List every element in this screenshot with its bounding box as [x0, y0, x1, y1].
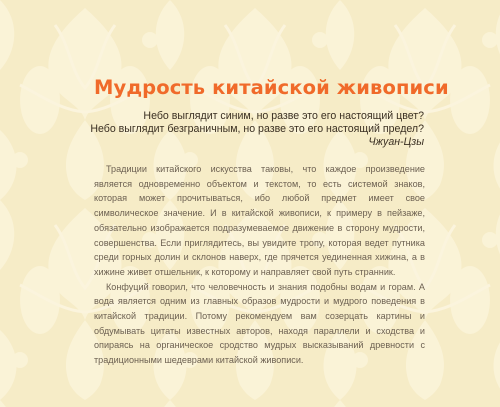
epigraph-author: Чжуан-Цзы [368, 136, 424, 148]
paragraph-1: Традиции китайского искусства таковы, что каждое произведение является одновременно объектом и текстом, то есть системой знаков, которая может прочитываться, ибо любой предмет имеет свое символическое значение. И в китайской живописи, к примеру в пейзаже, обязательно изображается подразумеваемое движение в сторону мудрости, совершенства. Если приглядитесь, вы увидите тропу, которая ведет путника среди горных долин и склонов наверх, где прячется уединенная хижина, а в хижине живет отшельник, к которому и направляет свой путь странник. [94, 164, 425, 277]
article-body [94, 162, 425, 368]
epigraph [84, 110, 424, 149]
epigraph-line-2: Небо выглядит безграничным, но разве это его настоящий предел? [90, 123, 424, 135]
epigraph-line-1: Небо выглядит синим, но разве это его настоящий цвет? [143, 110, 424, 122]
page-title: Мудрость китайской живописи [94, 76, 449, 99]
paragraph-2: Конфуций говорил, что человечность и знания подобны водам и горам. А вода является одним из главных образов мудрости и мудрого поведения в китайской традиции. Потому рекомендуем вам созерцать картины и обдумывать цитаты известных авторов, находя параллели и сходства и опираясь на органическое сродство мудрых высказываний древности с традиционными шедеврами китайской живописи. [94, 281, 425, 366]
